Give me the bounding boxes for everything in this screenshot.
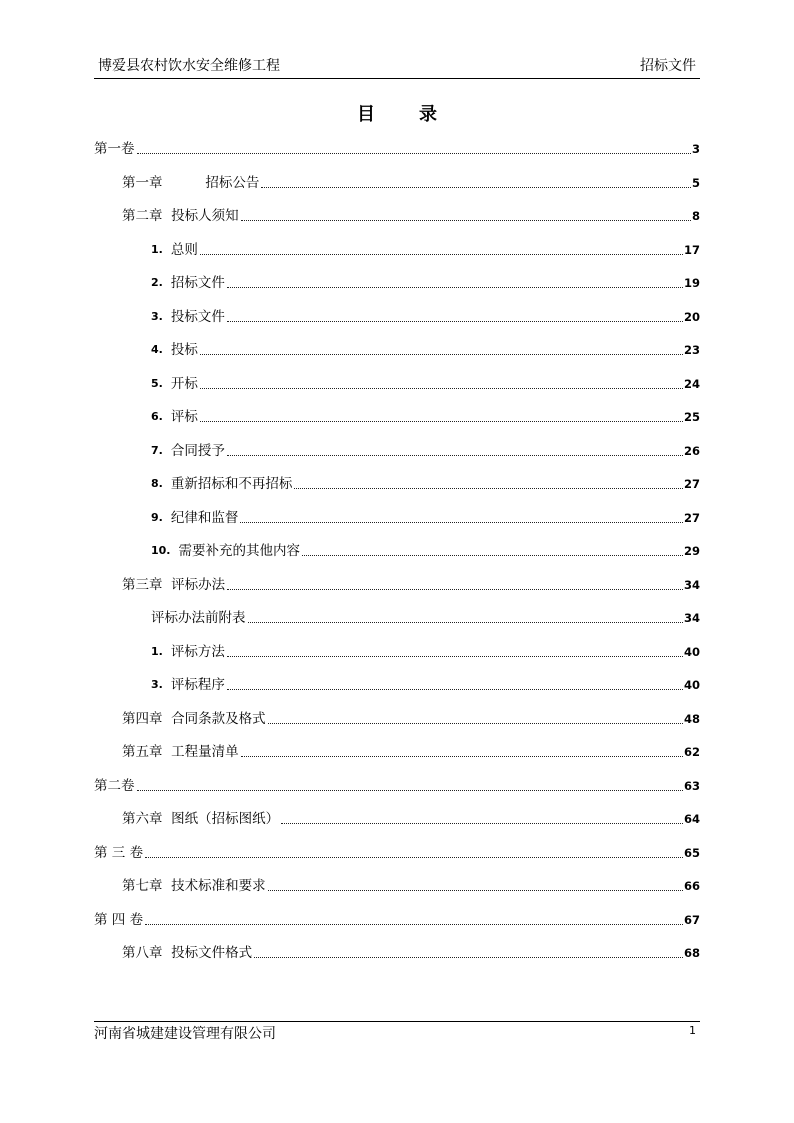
toc-entry[interactable] xyxy=(94,136,700,158)
toc-entry-label: 纪律和监督 xyxy=(170,509,239,526)
toc-dot-leader xyxy=(248,622,683,623)
toc-entry-page: 48 xyxy=(683,711,700,726)
page-footer xyxy=(94,1021,700,1044)
toc-entry-number: 8. xyxy=(151,477,163,490)
toc-entry-label: 第八章 投标文件格式 xyxy=(122,945,253,961)
toc-entry[interactable] xyxy=(94,840,700,862)
toc-dot-leader xyxy=(137,790,683,791)
toc-entry[interactable] xyxy=(151,605,700,627)
toc-entry[interactable] xyxy=(151,304,700,326)
header-doc-type: 招标文件 xyxy=(640,58,696,74)
toc-entry[interactable] xyxy=(94,773,700,795)
page-title: 目录 xyxy=(357,104,481,125)
toc-entry[interactable] xyxy=(122,940,700,962)
toc-entry[interactable] xyxy=(151,438,700,460)
toc-entry-label: 招标文件 xyxy=(170,275,225,291)
header-project-name: 博爱县农村饮水安全维修工程 xyxy=(98,58,280,74)
toc-entry-number: 3. xyxy=(151,678,163,691)
toc-entry[interactable] xyxy=(151,538,700,560)
footer-page-number: 1 xyxy=(689,1024,696,1037)
toc-entry-label: 第七章 技术标准和要求 xyxy=(122,878,266,894)
toc-dot-leader xyxy=(227,287,683,288)
toc-entry-page: 24 xyxy=(683,376,700,391)
toc-dot-leader xyxy=(241,220,691,221)
toc-entry[interactable] xyxy=(122,806,700,828)
toc-entry-page: 34 xyxy=(683,611,700,625)
page-header xyxy=(94,54,700,79)
toc-entry-label: 重新招标和不再招标 xyxy=(170,476,293,492)
toc-entry-page: 67 xyxy=(683,912,700,927)
toc-dot-leader xyxy=(145,857,683,858)
toc-entry-label: 投标 xyxy=(170,342,198,358)
toc-entry-page: 34 xyxy=(683,577,700,592)
toc-entry[interactable] xyxy=(122,203,700,225)
toc-entry-label: 第四章 合同条款及格式 xyxy=(122,710,266,727)
toc-entry[interactable] xyxy=(151,471,700,493)
toc-entry[interactable] xyxy=(151,270,700,292)
toc-entry-page: 66 xyxy=(683,879,700,893)
toc-dot-leader xyxy=(302,555,683,556)
toc-entry-label: 评标办法前附表 xyxy=(151,610,246,626)
toc-entry-number: 1. xyxy=(151,644,163,658)
toc-entry-label: 评标程序 xyxy=(170,677,225,693)
toc-entry-number: 4. xyxy=(151,343,163,356)
toc-entry-page: 40 xyxy=(683,678,700,692)
toc-entry-label: 总则 xyxy=(170,241,198,258)
toc-entry-number: 7. xyxy=(151,443,163,457)
toc-entry-label: 第 三 卷 xyxy=(94,844,144,861)
toc-entry[interactable] xyxy=(122,873,700,895)
toc-entry[interactable] xyxy=(122,572,700,594)
toc-entry[interactable] xyxy=(122,170,700,192)
toc-entry-page: 64 xyxy=(683,812,700,826)
toc-entry-number: 9. xyxy=(151,510,163,524)
toc-entry[interactable] xyxy=(151,337,700,359)
toc-entry[interactable] xyxy=(151,371,700,393)
toc-entry-page: 25 xyxy=(683,410,700,424)
toc-entry-page: 23 xyxy=(683,343,700,357)
toc-entry[interactable] xyxy=(151,672,700,694)
toc-dot-leader xyxy=(227,321,683,322)
toc-entry[interactable] xyxy=(151,404,700,426)
toc-entry-label: 第二卷 xyxy=(94,777,135,794)
toc-entry-number: 6. xyxy=(151,410,163,423)
toc-dot-leader xyxy=(254,957,683,958)
toc-entry[interactable] xyxy=(151,505,700,527)
toc-entry-label: 评标方法 xyxy=(170,643,225,660)
footer-company: 河南省城建建设管理有限公司 xyxy=(94,1026,276,1042)
toc-entry-label: 第一章 招标公告 xyxy=(122,174,260,191)
toc-entry-label: 第六章 图纸（招标图纸） xyxy=(122,811,280,827)
toc-entry-page: 19 xyxy=(683,276,700,290)
toc-dot-leader xyxy=(227,589,683,590)
toc-dot-leader xyxy=(200,254,683,255)
toc-entry-label: 第二章 投标人须知 xyxy=(122,208,239,224)
toc-dot-leader xyxy=(227,656,683,657)
toc-entry-label: 第五章 工程量清单 xyxy=(122,744,239,760)
toc-entry-label: 评标 xyxy=(170,409,198,425)
toc-entry-label: 合同授予 xyxy=(170,442,225,459)
toc-entry-page: 65 xyxy=(683,845,700,860)
toc-entry-page: 17 xyxy=(683,242,700,257)
toc-dot-leader xyxy=(241,756,683,757)
toc-entry-page: 29 xyxy=(683,544,700,558)
toc-entry-number: 5. xyxy=(151,376,163,390)
toc-entry-label: 第一卷 xyxy=(94,141,135,157)
toc-entry-page: 63 xyxy=(683,778,700,793)
toc-dot-leader xyxy=(200,388,683,389)
toc-dot-leader xyxy=(281,823,683,824)
toc-entry-page: 40 xyxy=(683,644,700,659)
toc-entry-page: 8 xyxy=(691,209,700,223)
toc-entry-page: 27 xyxy=(683,510,700,525)
toc-dot-leader xyxy=(261,187,691,188)
toc-dot-leader xyxy=(240,522,683,523)
toc-entry-page: 26 xyxy=(683,443,700,458)
toc-entry-number: 1. xyxy=(151,242,163,256)
toc-entry[interactable] xyxy=(94,907,700,929)
toc-dot-leader xyxy=(145,924,683,925)
toc-entry[interactable] xyxy=(151,237,700,259)
toc-entry-page: 20 xyxy=(683,309,700,324)
toc-entry-page: 5 xyxy=(691,175,700,190)
toc-entry-page: 68 xyxy=(683,946,700,960)
toc-entry-number: 2. xyxy=(151,276,163,289)
toc-dot-leader xyxy=(268,890,683,891)
toc-dot-leader xyxy=(227,455,683,456)
toc-entry-label: 第 四 卷 xyxy=(94,911,144,928)
toc-dot-leader xyxy=(200,421,683,422)
toc-entry[interactable] xyxy=(122,739,700,761)
toc-entry[interactable] xyxy=(122,706,700,728)
toc-dot-leader xyxy=(137,153,691,154)
toc-dot-leader xyxy=(294,488,683,489)
toc-entry-label: 投标文件 xyxy=(170,308,225,325)
toc-entry-page: 3 xyxy=(691,142,700,156)
toc-dot-leader xyxy=(227,689,683,690)
toc-entry-label: 需要补充的其他内容 xyxy=(178,543,300,559)
toc-entry-label: 第三章 评标办法 xyxy=(122,576,226,593)
toc-entry-page: 62 xyxy=(683,745,700,759)
toc-entry-page: 27 xyxy=(683,477,700,491)
toc-entry-number: 3. xyxy=(151,309,163,323)
toc-dot-leader xyxy=(200,354,683,355)
toc-entry-number: 10. xyxy=(151,544,171,557)
toc-entry-label: 开标 xyxy=(170,375,198,392)
toc-entry[interactable] xyxy=(151,639,700,661)
toc-dot-leader xyxy=(268,723,683,724)
